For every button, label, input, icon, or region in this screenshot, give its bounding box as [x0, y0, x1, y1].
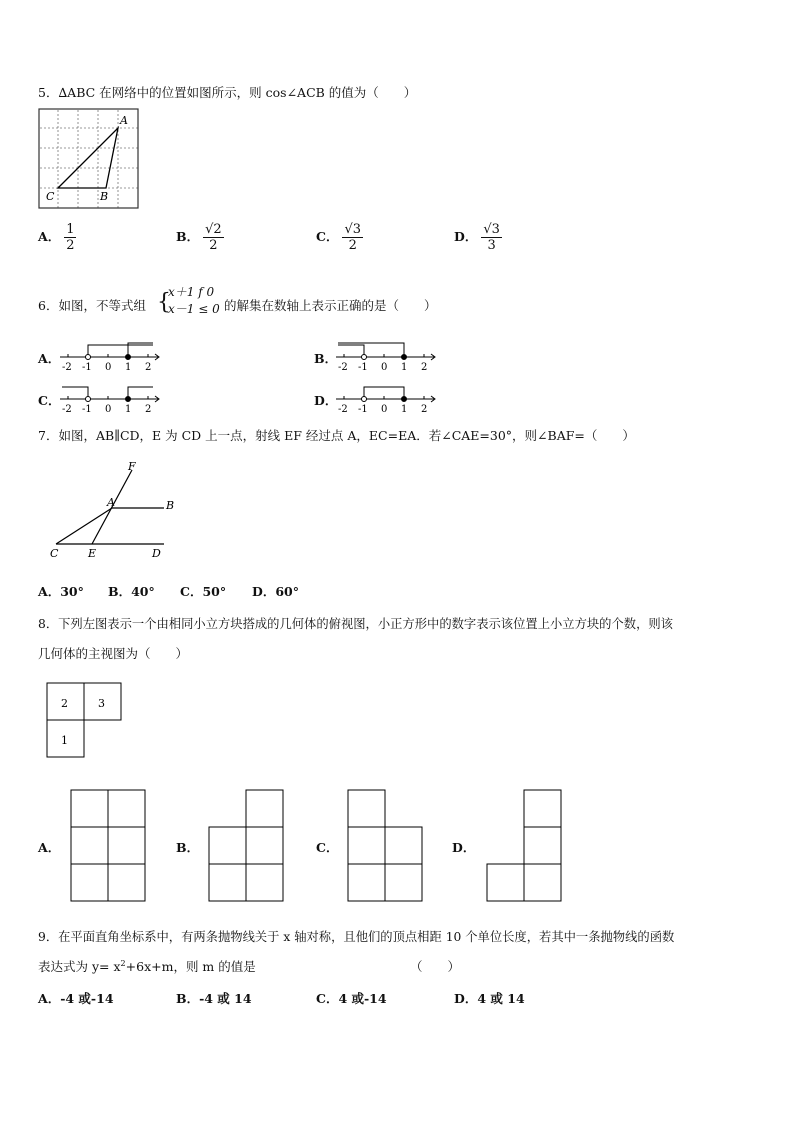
q7-prompt: 7．如图，AB∥CD，E 为 CD 上一点，射线 EF 经过点 A，EC=EA．若∠CAE=30°，则∠BAF=（ ）: [38, 428, 635, 443]
q7-option-a[interactable]: A．30°: [38, 584, 84, 599]
q6-prompt-before: 6．如图，不等式组: [38, 298, 146, 313]
q5-option-d[interactable]: D． $\frac{√3}{3}$: [454, 222, 500, 253]
q6-numberline-c[interactable]: [58, 382, 166, 416]
q8-front-view-d[interactable]: [486, 789, 564, 903]
q6-numberline-a[interactable]: [58, 340, 166, 374]
svg-text:1: 1: [401, 362, 408, 373]
svg-text:A: A: [107, 496, 115, 509]
q9-option-a[interactable]: A．-4 或-14: [38, 991, 114, 1006]
svg-text:0: 0: [381, 362, 388, 373]
svg-text:-2: -2: [338, 362, 348, 373]
svg-text:1: 1: [125, 404, 132, 415]
svg-text:-1: -1: [82, 404, 92, 415]
svg-text:-1: -1: [358, 362, 368, 373]
ineq-line-1: x＋1 f 0: [168, 285, 215, 299]
q5-option-b[interactable]: B． $\frac{√2}{2}$: [176, 222, 222, 253]
q5-prompt: 5．∆ABC 在网络中的位置如图所示，则 cos∠ACB 的值为（ ）: [38, 85, 417, 100]
q9-option-b[interactable]: B．-4 或 14: [176, 991, 252, 1006]
svg-text:C: C: [50, 547, 59, 560]
svg-text:0: 0: [105, 362, 112, 373]
inequality-system: [168, 284, 220, 318]
svg-text:2: 2: [145, 362, 152, 373]
q6-numberline-b[interactable]: [334, 340, 442, 374]
q8-prompt-line-1: 8．下列左图表示一个由相同小立方块搭成的几何体的俯视图，小正方形中的数字表示该位置上小立方块的个数，则该: [38, 617, 673, 631]
q9-option-d[interactable]: D．4 或 14: [454, 991, 525, 1006]
top-view-count: 3: [98, 697, 105, 710]
q8-option-a-label[interactable]: A．: [38, 840, 61, 855]
ineq-line-2: x－1 ≤ 0: [168, 302, 220, 316]
q8-prompt-line-2: 几何体的主视图为（ ）: [38, 646, 189, 661]
fraction: $\frac{√3}{3}$: [483, 222, 500, 253]
q9-prompt-line-2: 表达式为 $y= x^2+6x+m$，则 m 的值是: [38, 958, 256, 974]
svg-text:-1: -1: [82, 362, 92, 373]
q6-option-b-label[interactable]: B．: [314, 351, 338, 366]
q9-prompt-line-1: 9．在平面直角坐标系中，有两条抛物线关于 x 轴对称，且他们的顶点相距 10 个单位长度，若其中一条抛物线的函数: [38, 930, 675, 944]
svg-text:2: 2: [421, 404, 428, 415]
q6-prompt-after: 的解集在数轴上表示正确的是（ ）: [224, 298, 437, 313]
q8-option-d-label[interactable]: D．: [452, 840, 476, 855]
svg-text:-1: -1: [358, 404, 368, 415]
fraction: $\frac{√3}{2}$: [344, 222, 361, 253]
q5-option-c[interactable]: C． $\frac{√3}{2}$: [316, 222, 361, 253]
fraction: $\frac{√2}{2}$: [205, 222, 222, 253]
q7-figure: [40, 458, 180, 564]
svg-text:D: D: [152, 547, 161, 560]
q8-option-c-label[interactable]: C．: [316, 840, 339, 855]
svg-text:-2: -2: [338, 404, 348, 415]
svg-text:-2: -2: [62, 362, 72, 373]
q8-front-view-b[interactable]: [208, 789, 286, 903]
svg-text:2: 2: [145, 404, 152, 415]
triangle-abc: [58, 128, 118, 188]
q8-top-view: [46, 682, 126, 760]
q8-option-b-label[interactable]: B．: [176, 840, 200, 855]
svg-text:0: 0: [381, 404, 388, 415]
top-view-count: 1: [61, 734, 68, 747]
q6-option-a-label[interactable]: A．: [38, 351, 61, 366]
q6-option-d-label[interactable]: D．: [314, 393, 338, 408]
q9-option-c[interactable]: C．4 或-14: [316, 991, 387, 1006]
svg-text:E: E: [88, 547, 97, 560]
fraction: $\frac{1}{2}$: [66, 222, 75, 253]
q5-grid-figure: [38, 108, 140, 210]
svg-text:2: 2: [421, 362, 428, 373]
svg-text:-2: -2: [62, 404, 72, 415]
q6-numberline-d[interactable]: [334, 382, 442, 416]
q7-option-d[interactable]: D．60°: [252, 584, 299, 599]
brace: {: [157, 290, 171, 315]
q8-front-view-c[interactable]: [347, 789, 425, 903]
q6-option-c-label[interactable]: C．: [38, 393, 61, 408]
svg-text:1: 1: [401, 404, 408, 415]
svg-text:1: 1: [125, 362, 132, 373]
q7-option-b[interactable]: B．40°: [108, 584, 155, 599]
svg-text:B: B: [166, 499, 175, 512]
q9-answer-paren: （ ）: [410, 959, 461, 974]
segment-ca: [56, 508, 112, 544]
svg-text:F: F: [128, 460, 136, 473]
svg-text:0: 0: [105, 404, 112, 415]
label-c: C: [46, 190, 55, 203]
label-b: B: [100, 190, 109, 203]
top-view-count: 2: [61, 697, 68, 710]
q5-option-a[interactable]: A． $\frac{1}{2}$: [38, 222, 75, 253]
label-a: A: [120, 114, 128, 127]
q8-front-view-a[interactable]: [70, 789, 148, 903]
q7-option-c[interactable]: C．50°: [180, 584, 227, 599]
